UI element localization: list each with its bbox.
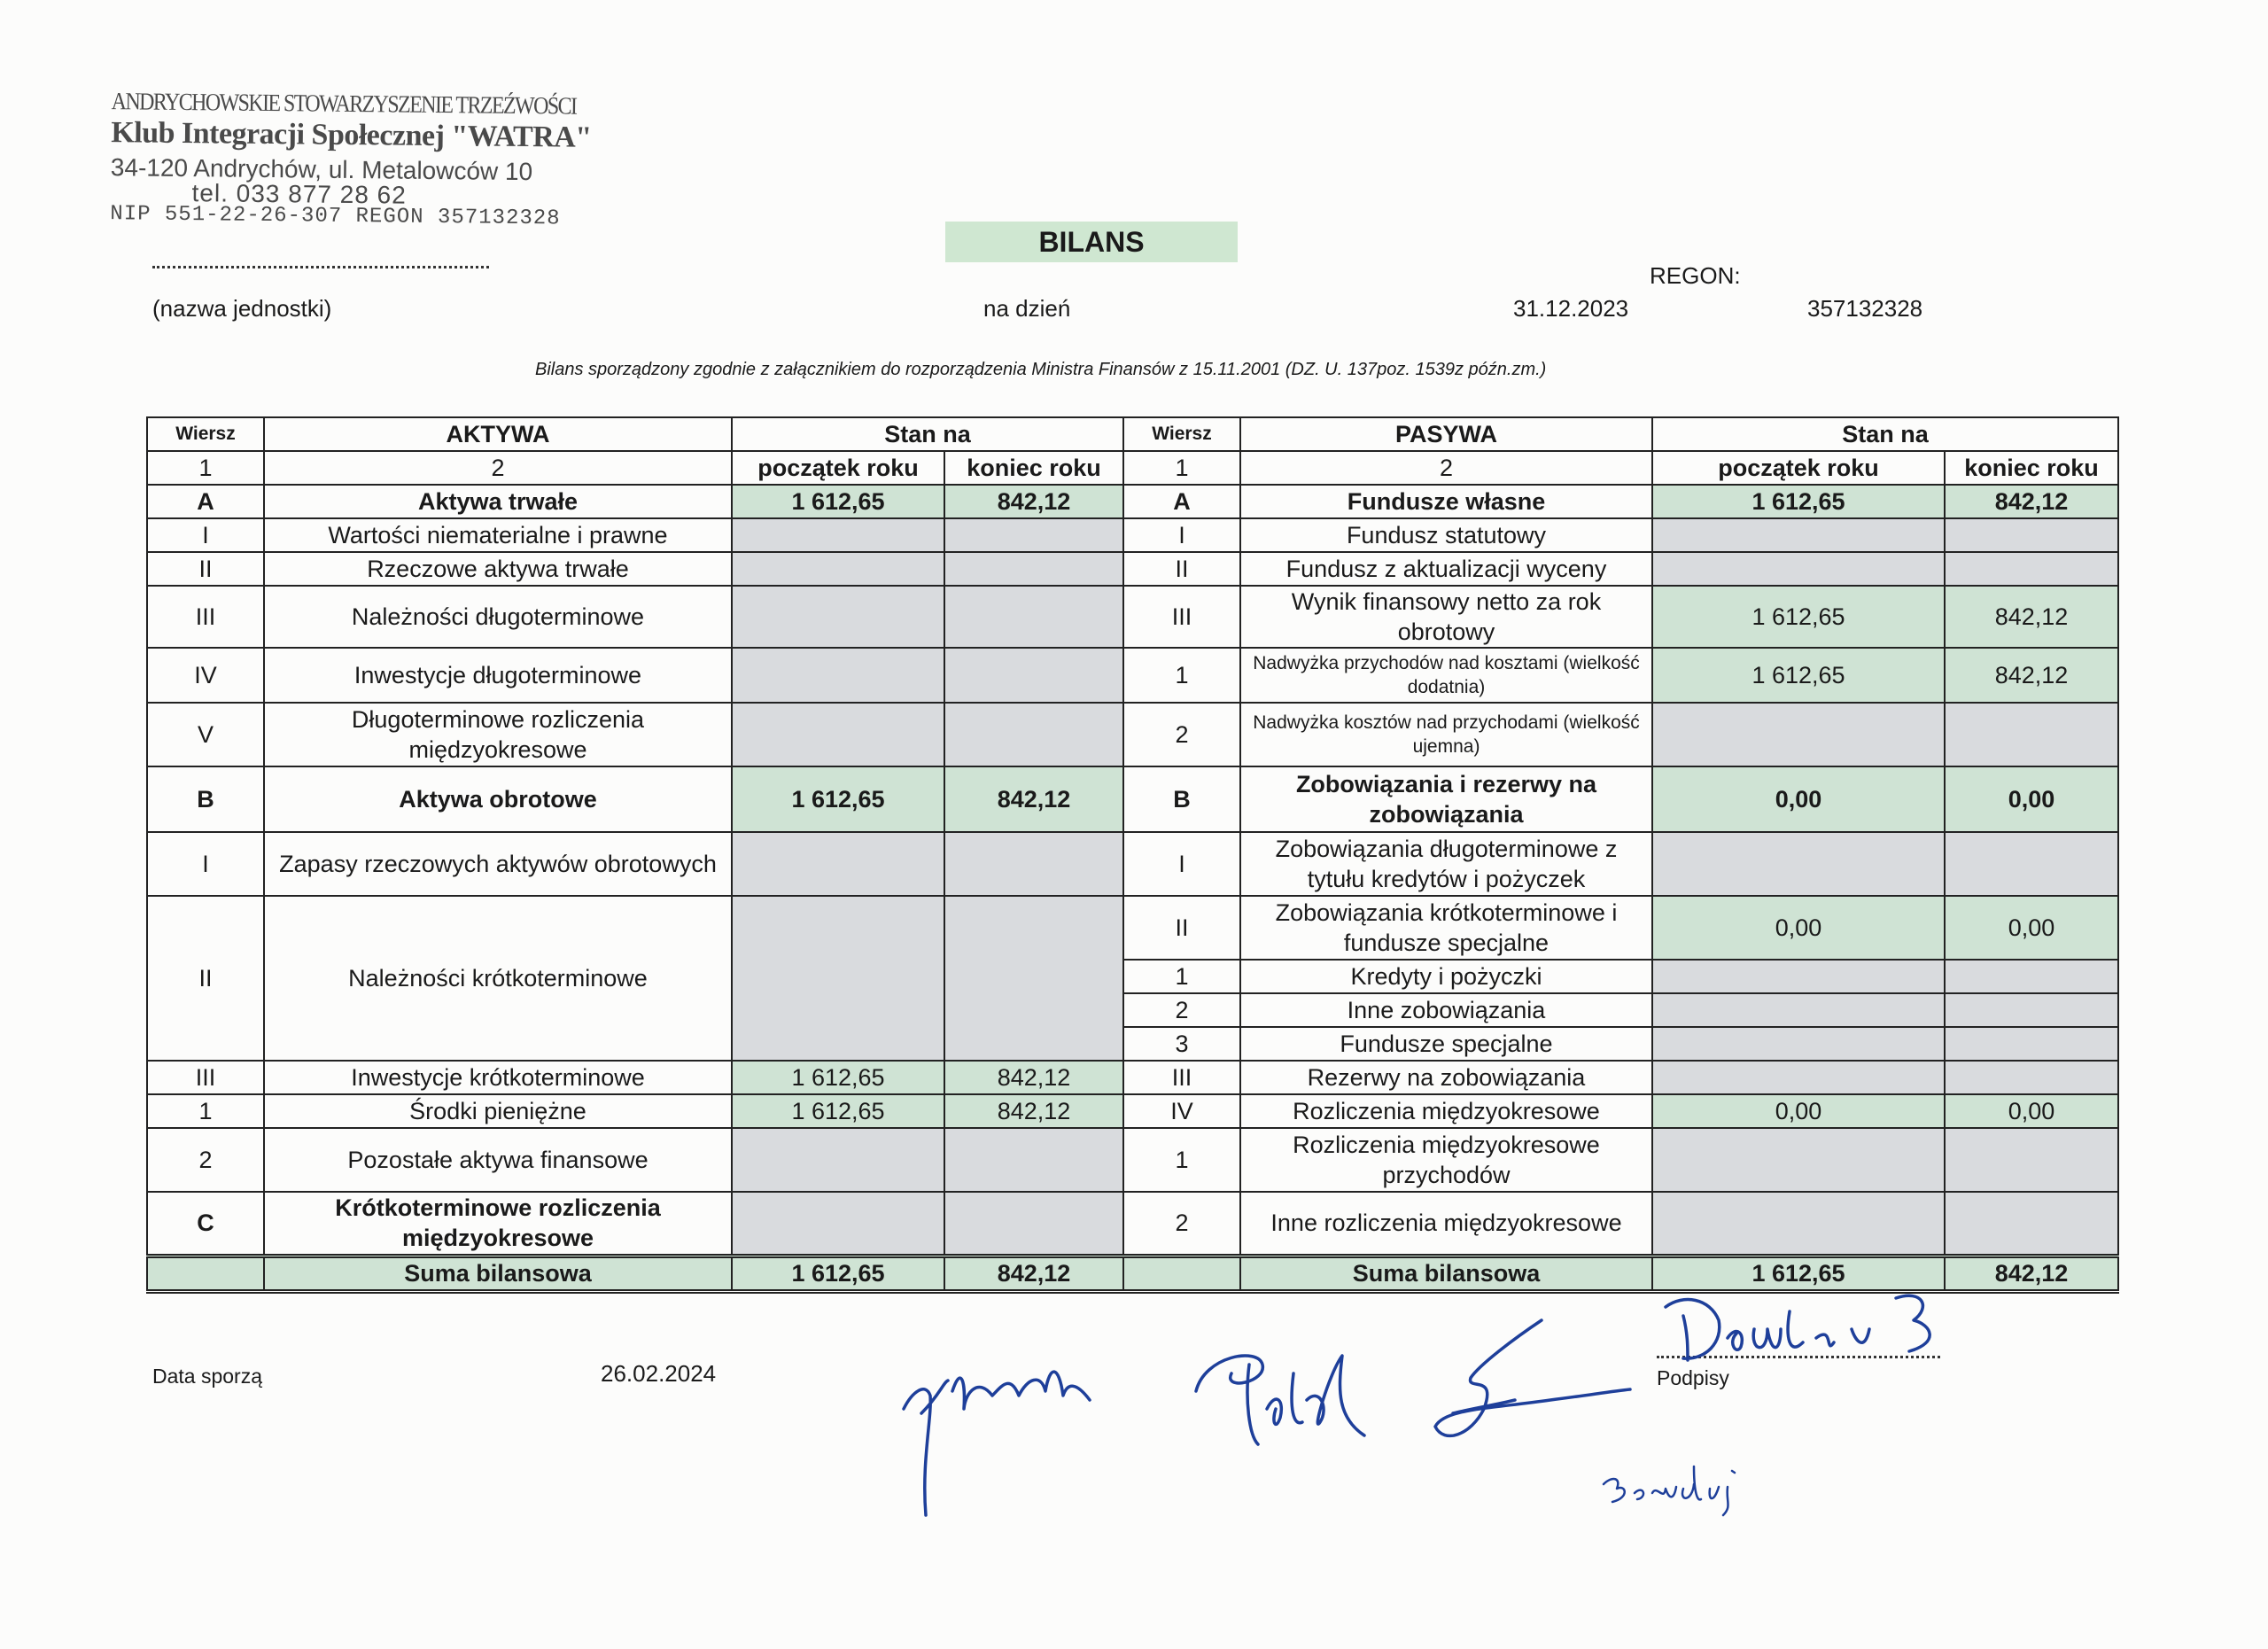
table-row — [147, 832, 2118, 896]
table-row — [147, 586, 2118, 648]
liability-label: Rozliczenia międzyokresowe przychodów — [1240, 1128, 1652, 1192]
preparation-date: 26.02.2024 — [601, 1360, 717, 1387]
liability-end-value: 0,00 — [1945, 896, 2118, 960]
table-row — [147, 1061, 2118, 1094]
asset-end-value — [944, 648, 1123, 703]
asset-end-value — [944, 586, 1123, 648]
liability-end-value — [1945, 1192, 2118, 1256]
total-row-number-left — [147, 1256, 264, 1291]
header-pasywa: PASYWA — [1240, 417, 1652, 451]
signature-1 — [877, 1311, 1099, 1533]
balance-sheet-table — [146, 416, 2119, 1294]
asset-end-value — [944, 552, 1123, 586]
liability-end-value: 0,00 — [1945, 766, 2118, 832]
row-number: 3 — [1123, 1027, 1240, 1061]
regon-label: REGON: — [1650, 262, 1741, 289]
liability-start-value: 0,00 — [1652, 766, 1945, 832]
row-number: B — [147, 766, 264, 832]
row-number: 1 — [1123, 960, 1240, 993]
row-number: I — [1123, 832, 1240, 896]
unit-name-dotted-line — [152, 266, 489, 268]
asset-start-value — [732, 896, 944, 1061]
asset-label: Krótkoterminowe rozliczenia międzyokresowe — [264, 1192, 732, 1256]
row-number: III — [147, 586, 264, 648]
table-row — [147, 703, 2118, 766]
table-row — [147, 766, 2118, 832]
subheader-num1-left: 1 — [147, 451, 264, 485]
header-stan-na-right: Stan na — [1652, 417, 2118, 451]
signature-4 — [1657, 1289, 1949, 1369]
liability-end-value: 0,00 — [1945, 1094, 2118, 1128]
stamp-line-phone: tel. 033 877 28 62 — [191, 179, 407, 209]
subheader-num1-right: 1 — [1123, 451, 1240, 485]
liability-label: Inne zobowiązania — [1240, 993, 1652, 1027]
liability-start-value — [1652, 1128, 1945, 1192]
liability-end-value — [1945, 518, 2118, 552]
liability-end-value — [1945, 703, 2118, 766]
asset-start-value: 1 612,65 — [732, 1094, 944, 1128]
liability-end-value: 842,12 — [1945, 586, 2118, 648]
liability-end-value — [1945, 552, 2118, 586]
asset-label: Inwestycje krótkoterminowe — [264, 1061, 732, 1094]
asset-label: Zapasy rzeczowych aktywów obrotowych — [264, 832, 732, 896]
liability-end-value: 842,12 — [1945, 648, 2118, 703]
preparation-date-label: Data sporzą — [152, 1365, 263, 1388]
table-row — [147, 552, 2118, 586]
liability-end-value: 842,12 — [1945, 485, 2118, 518]
asset-end-value: 842,12 — [944, 766, 1123, 832]
asset-start-value — [732, 518, 944, 552]
row-number: 2 — [1123, 993, 1240, 1027]
subheader-end-right: koniec roku — [1945, 451, 2118, 485]
row-number: I — [1123, 518, 1240, 552]
asset-start-value: 1 612,65 — [732, 1061, 944, 1094]
balance-date: 31.12.2023 — [1513, 295, 1629, 322]
asset-end-value: 842,12 — [944, 485, 1123, 518]
asset-end-value: 842,12 — [944, 1094, 1123, 1128]
asset-start-value — [732, 552, 944, 586]
row-number: A — [147, 485, 264, 518]
asset-end-value — [944, 896, 1123, 1061]
liability-start-value — [1652, 1027, 1945, 1061]
row-number: 2 — [1123, 1192, 1240, 1256]
stamp-line-club: Klub Integracji Społecznej "WATRA" — [111, 116, 592, 154]
subheader-num2-right: 2 — [1240, 451, 1652, 485]
liability-label: Zobowiązania długoterminowe z tytułu kredytów i pożyczek — [1240, 832, 1652, 896]
asset-label: Wartości niematerialne i prawne — [264, 518, 732, 552]
row-number: C — [147, 1192, 264, 1256]
regon-value: 357132328 — [1807, 295, 1923, 322]
row-number: A — [1123, 485, 1240, 518]
unit-name-label: (nazwa jednostki) — [152, 295, 332, 322]
asset-end-value: 842,12 — [944, 1061, 1123, 1094]
asset-start-value — [732, 586, 944, 648]
liability-start-value: 1 612,65 — [1652, 485, 1945, 518]
liability-start-value — [1652, 993, 1945, 1027]
asset-label: Środki pieniężne — [264, 1094, 732, 1128]
liability-start-value — [1652, 832, 1945, 896]
row-number: IV — [1123, 1094, 1240, 1128]
row-number: I — [147, 832, 264, 896]
row-number: B — [1123, 766, 1240, 832]
asset-start-value: 1 612,65 — [732, 766, 944, 832]
organization-stamp — [110, 90, 592, 231]
table-row — [147, 518, 2118, 552]
liability-label: Rezerwy na zobowiązania — [1240, 1061, 1652, 1094]
liability-label: Rozliczenia międzyokresowe — [1240, 1094, 1652, 1128]
subheader-row — [147, 451, 2118, 485]
asset-label: Należności długoterminowe — [264, 586, 732, 648]
liability-end-value — [1945, 1128, 2118, 1192]
total-assets-end: 842,12 — [944, 1256, 1123, 1291]
row-number: II — [1123, 552, 1240, 586]
date-label: na dzień — [983, 295, 1071, 322]
asset-start-value — [732, 832, 944, 896]
liability-start-value: 1 612,65 — [1652, 586, 1945, 648]
header-wiersz-left: Wiersz — [147, 417, 264, 451]
liability-start-value — [1652, 518, 1945, 552]
asset-label: Pozostałe aktywa finansowe — [264, 1128, 732, 1192]
total-assets-start: 1 612,65 — [732, 1256, 944, 1291]
table-row — [147, 648, 2118, 703]
total-row-number-right — [1123, 1256, 1240, 1291]
asset-end-value — [944, 1192, 1123, 1256]
asset-end-value — [944, 1128, 1123, 1192]
asset-end-value — [944, 703, 1123, 766]
subheader-end-left: koniec roku — [944, 451, 1123, 485]
asset-label: Inwestycje długoterminowe — [264, 648, 732, 703]
liability-end-value — [1945, 960, 2118, 993]
stamp-line-address: 34-120 Andrychów, ul. Metalowców 10 — [110, 153, 533, 186]
liability-start-value — [1652, 960, 1945, 993]
table-row — [147, 896, 2118, 960]
header-aktywa: AKTYWA — [264, 417, 732, 451]
asset-start-value — [732, 648, 944, 703]
row-number: 1 — [147, 1094, 264, 1128]
liability-start-value — [1652, 552, 1945, 586]
asset-end-value — [944, 832, 1123, 896]
legal-basis-note: Bilans sporządzony zgodnie z załącznikiem do rozporządzenia Ministra Finansów z 15.11.2001 (DZ. U. 137poz. 1539z późn.zm.) — [535, 360, 1547, 379]
row-number: II — [1123, 896, 1240, 960]
liability-label: Nadwyżka kosztów nad przychodami (wielkość ujemna) — [1240, 703, 1652, 766]
stamp-line-association: ANDRYCHOWSKIE STOWARZYSZENIE TRZEŹWOŚCI — [111, 89, 577, 121]
liability-label: Fundusze własne — [1240, 485, 1652, 518]
row-number: 2 — [147, 1128, 264, 1192]
signatures-label: Podpisy — [1657, 1366, 1729, 1389]
table-row — [147, 1128, 2118, 1192]
table-row — [147, 1094, 2118, 1128]
asset-start-value — [732, 1192, 944, 1256]
liability-start-value: 1 612,65 — [1652, 648, 1945, 703]
balance-total-row — [147, 1256, 2118, 1291]
row-number: V — [147, 703, 264, 766]
total-liabilities-start: 1 612,65 — [1652, 1256, 1945, 1291]
asset-label: Długoterminowe rozliczenia międzyokresowe — [264, 703, 732, 766]
liability-label: Nadwyżka przychodów nad kosztami (wielkość dodatnia) — [1240, 648, 1652, 703]
liability-end-value — [1945, 832, 2118, 896]
row-number: IV — [147, 648, 264, 703]
liability-start-value — [1652, 1192, 1945, 1256]
liability-end-value — [1945, 1027, 2118, 1061]
asset-start-value — [732, 1128, 944, 1192]
row-number: III — [1123, 586, 1240, 648]
header-stan-na-left: Stan na — [732, 417, 1123, 451]
liability-start-value: 0,00 — [1652, 896, 1945, 960]
liability-label: Fundusze specjalne — [1240, 1027, 1652, 1061]
asset-start-value — [732, 703, 944, 766]
asset-label: Rzeczowe aktywa trwałe — [264, 552, 732, 586]
table-row — [147, 1192, 2118, 1256]
header-row — [147, 417, 2118, 451]
signature-5 — [1595, 1453, 1772, 1524]
liability-label: Fundusz z aktualizacji wyceny — [1240, 552, 1652, 586]
row-number: II — [147, 552, 264, 586]
liability-start-value — [1652, 1061, 1945, 1094]
liability-label: Kredyty i pożyczki — [1240, 960, 1652, 993]
row-number: III — [147, 1061, 264, 1094]
liability-end-value — [1945, 1061, 2118, 1094]
total-liabilities-label: Suma bilansowa — [1240, 1256, 1652, 1291]
row-number: II — [147, 896, 264, 1061]
liability-label: Wynik finansowy netto za rok obrotowy — [1240, 586, 1652, 648]
asset-label: Należności krótkoterminowe — [264, 896, 732, 1061]
total-liabilities-end: 842,12 — [1945, 1256, 2118, 1291]
document-title: BILANS — [945, 222, 1238, 262]
asset-end-value — [944, 518, 1123, 552]
liability-label: Inne rozliczenia międzyokresowe — [1240, 1192, 1652, 1256]
asset-label: Aktywa obrotowe — [264, 766, 732, 832]
asset-label: Aktywa trwałe — [264, 485, 732, 518]
liability-label: Fundusz statutowy — [1240, 518, 1652, 552]
header-wiersz-right: Wiersz — [1123, 417, 1240, 451]
liability-start-value — [1652, 703, 1945, 766]
liability-end-value — [1945, 993, 2118, 1027]
row-number: III — [1123, 1061, 1240, 1094]
subheader-start-right: początek roku — [1652, 451, 1945, 485]
liability-label: Zobowiązania krótkoterminowe i fundusze specjalne — [1240, 896, 1652, 960]
subheader-start-left: początek roku — [732, 451, 944, 485]
row-number: 1 — [1123, 1128, 1240, 1192]
row-number: 2 — [1123, 703, 1240, 766]
liability-label: Zobowiązania i rezerwy na zobowiązania — [1240, 766, 1652, 832]
row-number: 1 — [1123, 648, 1240, 703]
total-assets-label: Suma bilansowa — [264, 1256, 732, 1291]
liability-start-value: 0,00 — [1652, 1094, 1945, 1128]
row-number: I — [147, 518, 264, 552]
stamp-line-nip-regon: NIP 551-22-26-307 REGON 357132328 — [110, 202, 561, 231]
signature-3 — [1418, 1311, 1639, 1462]
subheader-num2-left: 2 — [264, 451, 732, 485]
signature-2 — [1187, 1338, 1382, 1462]
table-row — [147, 485, 2118, 518]
asset-start-value: 1 612,65 — [732, 485, 944, 518]
